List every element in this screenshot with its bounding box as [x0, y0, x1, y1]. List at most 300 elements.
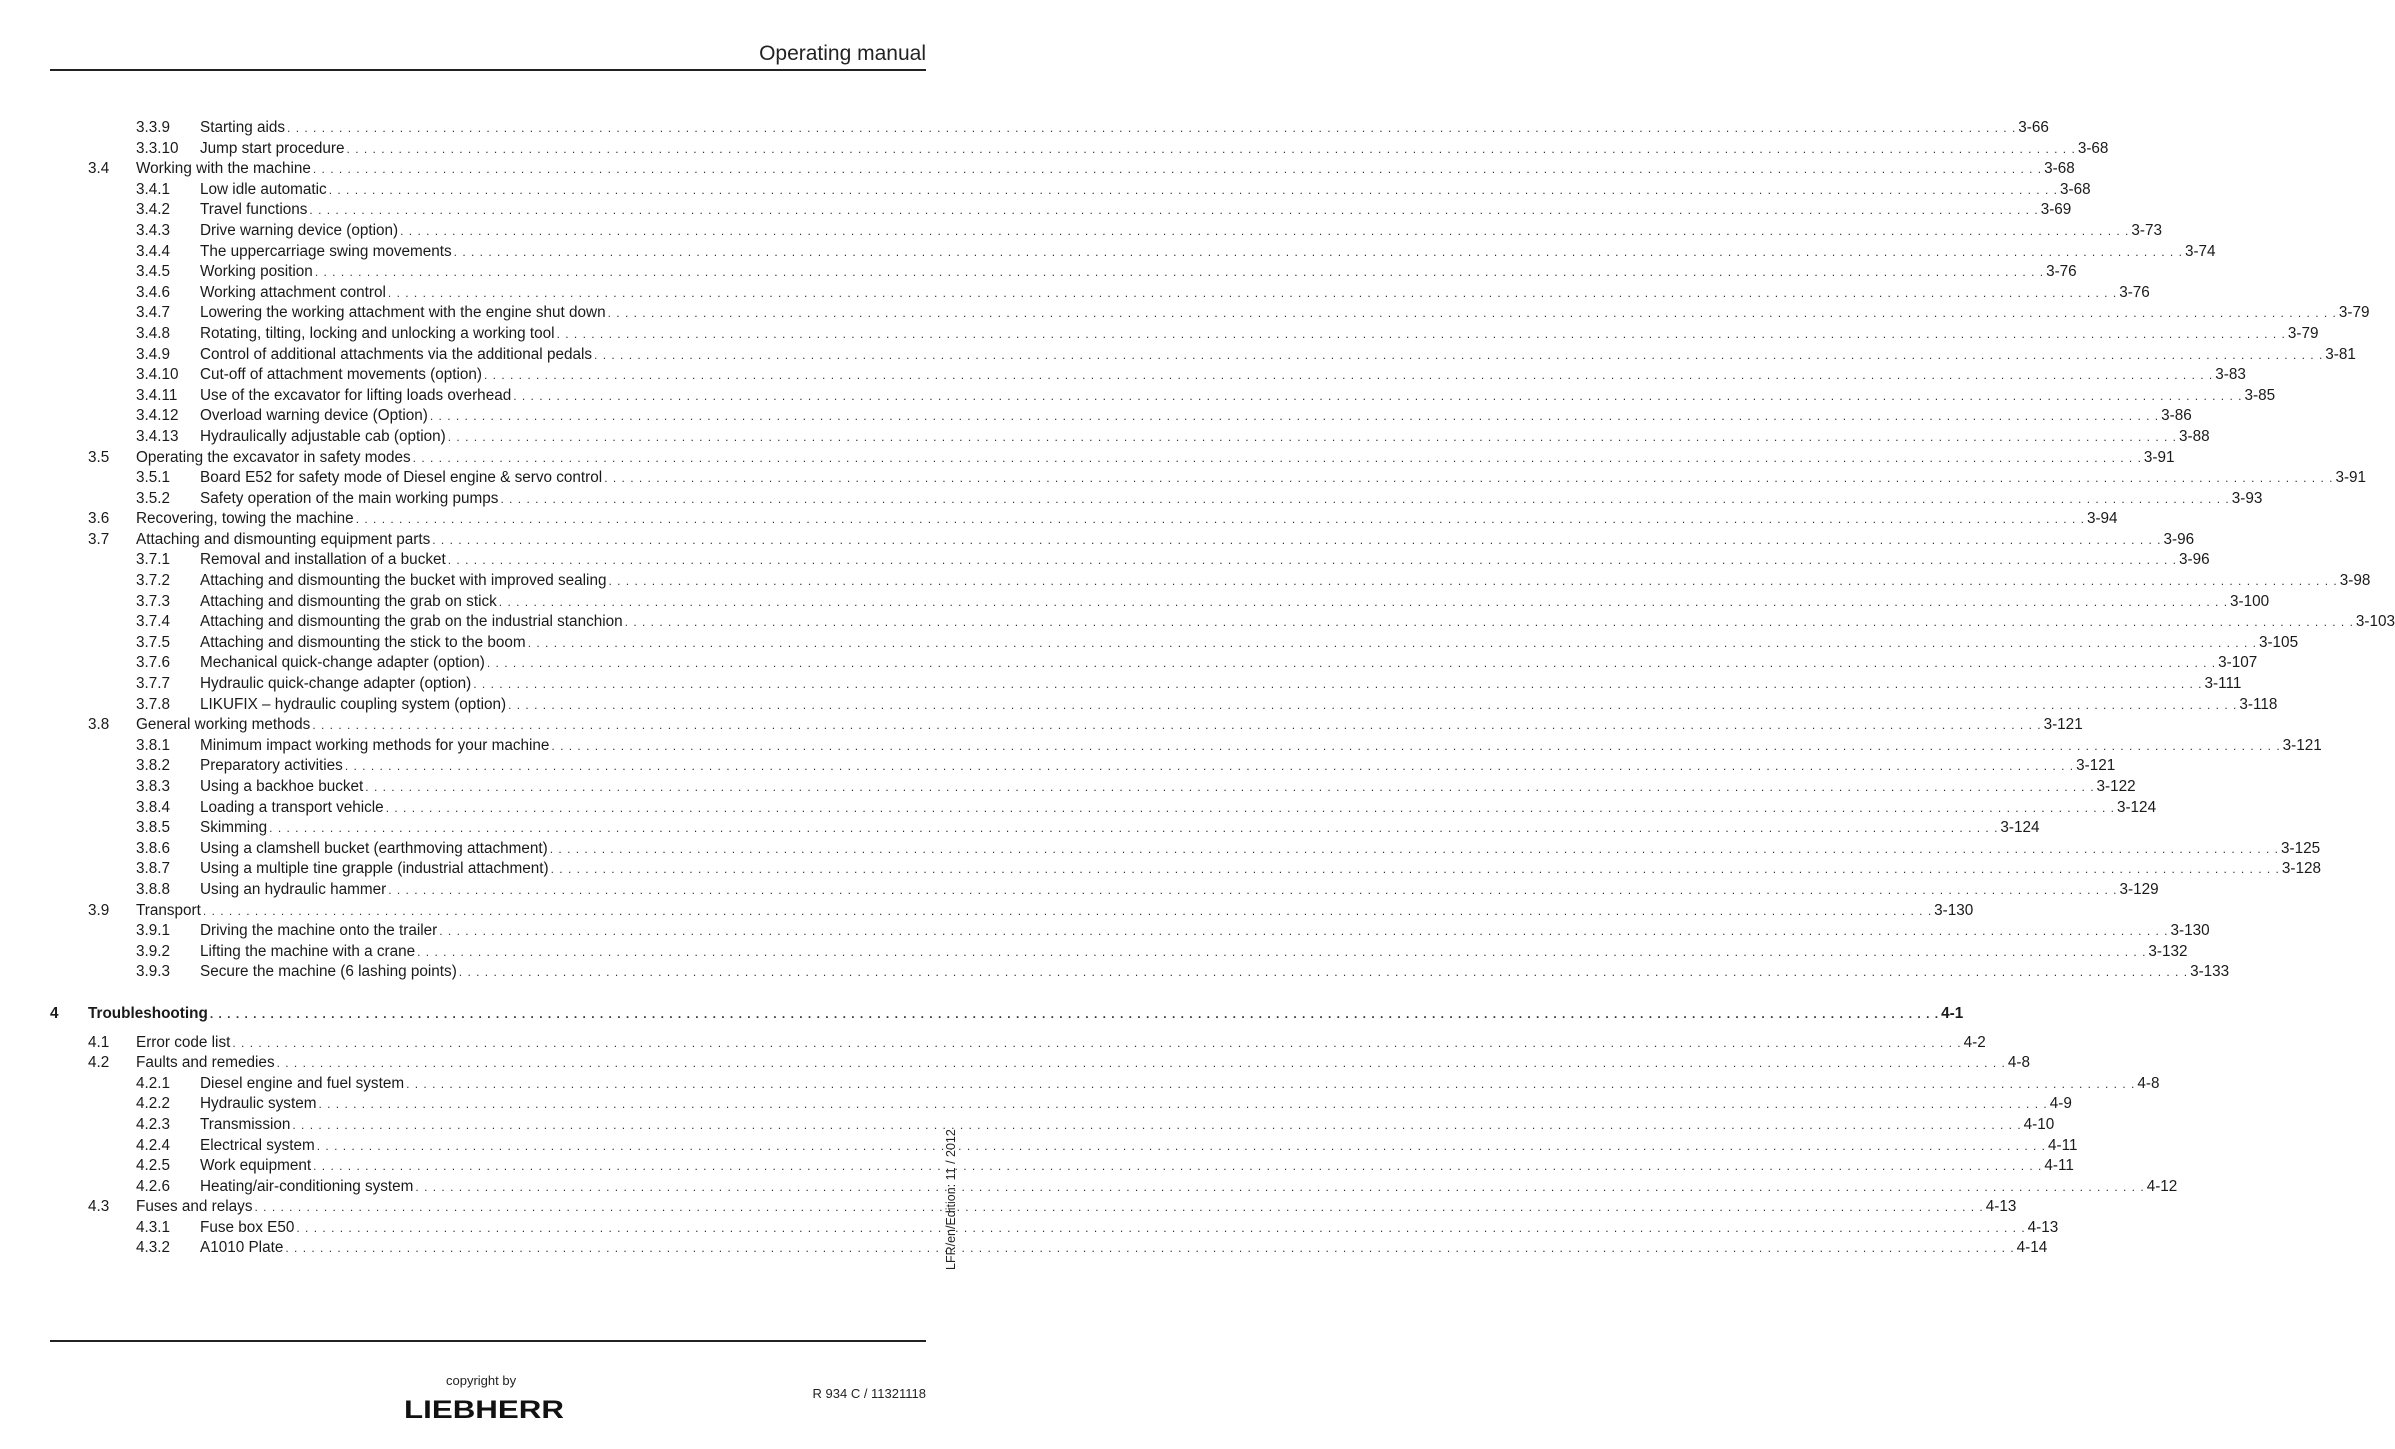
toc-entry-title: LIKUFIX – hydraulic coupling system (option) — [200, 695, 507, 713]
toc-entry-line — [136, 901, 1974, 922]
toc-dot-leader: . . . . . . . . . . . . . . . . . . . . . . . . . . . . . . . . . . . . . . . . . . . . . . . . . . . . . . . . . . . . . . . . . . . . . . . . . . . . . . . . . . . . . . . . . . . . . . . . . . . . . . . . . . . . . . . . . . . . . . . . . . . . . . . . . . . . . . . . . . . . . . . . . . . . . . . . . . . . . . . . . . . . . . . . . . . . . . . . . . . . . . . . . . . . . . . . . . . . . . . . — [498, 594, 2229, 609]
toc-entry-number: 4.2 — [88, 1054, 110, 1072]
toc-entry-page: 3-130 — [2170, 922, 2210, 940]
toc-entry-page: 3-121 — [2282, 736, 2322, 754]
toc-entry-line — [136, 1197, 2017, 1218]
toc-entry[interactable] — [0, 859, 2321, 880]
toc-entry[interactable] — [0, 324, 2319, 345]
toc-entry-page: 3-96 — [2179, 551, 2210, 569]
toc-entry-page: 3-66 — [2018, 119, 2049, 136]
toc-entry-number: 4.2.3 — [136, 1115, 171, 1133]
toc-entry-number: 3.7.8 — [136, 695, 171, 713]
toc-entry[interactable] — [0, 200, 2072, 221]
toc-entry-title: Preparatory activities — [200, 757, 343, 775]
toc-entry-page: 3-68 — [2077, 139, 2109, 157]
toc-entry[interactable] — [0, 448, 2175, 469]
toc-entry-page: 4-13 — [1985, 1198, 2017, 1216]
toc-entry-number: 3.9 — [88, 901, 110, 919]
toc-entry-line — [200, 756, 2116, 777]
toc-entry-number: 4.2.2 — [136, 1095, 171, 1113]
toc-entry-number: 4.2.4 — [136, 1136, 171, 1154]
toc-entry-page: 4-10 — [2023, 1115, 2055, 1133]
toc-entry-title: Driving the machine onto the trailer — [200, 922, 438, 940]
toc-entry-number: 3.7.2 — [136, 572, 171, 590]
toc-dot-leader: . . . . . . . . . . . . . . . . . . . . . . . . . . . . . . . . . . . . . . . . . . . . . . . . . . . . . . . . . . . . . . . . . . . . . . . . . . . . . . . . . . . . . . . . . . . . . . . . . . . . . . . . . . . . . . . . . . . . . . . . . . . . . . . . . . . . . . . . . . . . . . . . . . . . . . . . . . . . . . . . . . . . . . . . . . . . . . . . . . . . . . . . . . . . . . . . . . . . . . . . — [232, 1035, 1962, 1050]
toc-entry-number: 3.4.2 — [136, 201, 171, 219]
toc-dot-leader: . . . . . . . . . . . . . . . . . . . . . . . . . . . . . . . . . . . . . . . . . . . . . . . . . . . . . . . . . . . . . . . . . . . . . . . . . . . . . . . . . . . . . . . . . . . . . . . . . . . . . . . . . . . . . . . . . . . . . . . . . . . . . . . . . . . . . . . . . . . . . . . . . . . . . . . . . . . . . . . . . . . . . . . . . . . . . . . . . . . . . . . . . . . . . . . . . . . . . . . . — [312, 162, 2043, 177]
toc-entry-title: Removal and installation of a bucket — [200, 551, 446, 569]
toc-entry-title: Attaching and dismounting the grab on the industrial stanchion — [200, 613, 623, 631]
toc-entry-line — [200, 1094, 2072, 1115]
toc-entry-line — [200, 283, 2150, 304]
toc-entry-title: Use of the excavator for lifting loads overhead — [200, 386, 512, 404]
toc-dot-leader: . . . . . . . . . . . . . . . . . . . . . . . . . . . . . . . . . . . . . . . . . . . . . . . . . . . . . . . . . . . . . . . . . . . . . . . . . . . . . . . . . . . . . . . . . . . . . . . . . . . . . . . . . . . . . . . . . . . . . . . . . . . . . . . . . . . . . . . . . . . . . . . . . . . . . . . . . . . . . . . . . . . . . . . . . . . . . . . . . . . . . . . . . . . . . . . . . . . . . . . . — [316, 1138, 2047, 1153]
toc-dot-leader: . . . . . . . . . . . . . . . . . . . . . . . . . . . . . . . . . . . . . . . . . . . . . . . . . . . . . . . . . . . . . . . . . . . . . . . . . . . . . . . . . . . . . . . . . . . . . . . . . . . . . . . . . . . . . . . . . . . . . . . . . . . . . . . . . . . . . . . . . . . . . . . . . . . . . . . . . . . . . . . . . . . . . . . . . . . . . . . . . . . . . . . . . . . . . . . . . . . . . . . . — [486, 656, 2217, 671]
toc-entry-page: 3-105 — [2258, 633, 2299, 651]
toc-entry-number: 3.7.3 — [136, 592, 171, 610]
toc-entry-number: 3.4.12 — [136, 407, 179, 425]
toc-dot-leader: . . . . . . . . . . . . . . . . . . . . . . . . . . . . . . . . . . . . . . . . . . . . . . . . . . . . . . . . . . . . . . . . . . . . . . . . . . . . . . . . . . . . . . . . . . . . . . . . . . . . . . . . . . . . . . . . . . . . . . . . . . . . . . . . . . . . . . . . . . . . . . . . . . . . . . . . . . . . . . . . . . . . . . . . . . . . . . . . . . . . . . . . . . . . . . . . . . . . . . . . — [314, 265, 2045, 280]
toc-dot-leader: . . . . . . . . . . . . . . . . . . . . . . . . . . . . . . . . . . . . . . . . . . . . . . . . . . . . . . . . . . . . . . . . . . . . . . . . . . . . . . . . . . . . . . . . . . . . . . . . . . . . . . . . . . . . . . . . . . . . . . . . . . . . . . . . . . . . . . . . . . . . . . . . . . . . . . . . . . . . . . . . . . . . . . . . . . . . . . . . . . . . . . . . . . . . . . . . . . . . . . . . — [417, 944, 2147, 959]
header-divider — [50, 69, 926, 71]
toc-entry-number: 3.8.3 — [136, 778, 171, 795]
toc-entry-line — [200, 365, 2246, 386]
toc-entry-title: Low idle automatic — [200, 180, 327, 198]
toc-entry-line — [200, 406, 2192, 427]
toc-entry-page: 3-68 — [2059, 180, 2091, 198]
toc-dot-leader: . . . . . . . . . . . . . . . . . . . . . . . . . . . . . . . . . . . . . . . . . . . . . . . . . . . . . . . . . . . . . . . . . . . . . . . . . . . . . . . . . . . . . . . . . . . . . . . . . . . . . . . . . . . . . . . . . . . . . . . . . . . . . . . . . . . . . . . . . . . . . . . . . . . . . . . . . . . . . . . . . . . . . . . . . . . . . . . . . . . . . . . . . . . . . . . . . . . . . . . . — [355, 512, 2085, 527]
toc-entry-title: Using a backhoe bucket — [200, 778, 364, 795]
toc-entry-page: 3-125 — [2281, 839, 2321, 857]
toc-dot-leader: . . . . . . . . . . . . . . . . . . . . . . . . . . . . . . . . . . . . . . . . . . . . . . . . . . . . . . . . . . . . . . . . . . . . . . . . . . . . . . . . . . . . . . . . . . . . . . . . . . . . . . . . . . . . . . . . . . . . . . . . . . . . . . . . . . . . . . . . . . . . . . . . . . . . . . . . . . . . . . . . . . . . . . . . . . . . . . . . . . . . . . . . . . . . . . . . . . . . . . . . — [296, 1220, 2026, 1235]
toc-entry-page: 3-88 — [2179, 427, 2210, 445]
toc-entry-number: 3.8.2 — [136, 757, 171, 775]
toc-entry-title: Using a clamshell bucket (earthmoving attachment) — [200, 839, 548, 857]
toc-entry-line — [136, 530, 2195, 551]
toc-entry-line — [136, 509, 2118, 530]
toc-entry-title: Travel functions — [200, 201, 308, 219]
toc-entry[interactable] — [0, 1033, 1986, 1054]
toc-dot-leader: . . . . . . . . . . . . . . . . . . . . . . . . . . . . . . . . . . . . . . . . . . . . . . . . . . . . . . . . . . . . . . . . . . . . . . . . . . . . . . . . . . . . . . . . . . . . . . . . . . . . . . . . . . . . . . . . . . . . . . . . . . . . . . . . . . . . . . . . . . . . . . . . . . . . . . . . . . . . . . . . . . . . . . . . . . . . . . . . . . . . . . . . . . . . . . . . . . . . . . . . — [551, 738, 2281, 753]
toc-entry-number: 3.4.13 — [136, 427, 179, 445]
toc-entry[interactable] — [0, 695, 2278, 716]
toc-entry-title: Operating the excavator in safety modes — [136, 448, 411, 466]
toc-entry-page: 3-130 — [1934, 901, 1974, 919]
toc-entry-line — [200, 1177, 2178, 1198]
toc-entry[interactable] — [0, 653, 2258, 674]
toc-entry[interactable] — [0, 1177, 2178, 1198]
toc-dot-leader: . . . . . . . . . . . . . . . . . . . . . . . . . . . . . . . . . . . . . . . . . . . . . . . . . . . . . . . . . . . . . . . . . . . . . . . . . . . . . . . . . . . . . . . . . . . . . . . . . . . . . . . . . . . . . . . . . . . . . . . . . . . . . . . . . . . . . . . . . . . . . . . . . . . . . . . . . . . . . . . . . . . . . . . . . . . . . . . . . . . . . . . . . . . . . . . . . . . . . . . . — [328, 182, 2058, 197]
copyright-label: copyright by — [446, 1373, 517, 1388]
toc-entry[interactable] — [0, 386, 2276, 407]
toc-entry-number: 3.8.6 — [136, 839, 171, 857]
toc-entry-page: 3-98 — [2339, 572, 2371, 590]
toc-dot-leader: . . . . . . . . . . . . . . . . . . . . . . . . . . . . . . . . . . . . . . . . . . . . . . . . . . . . . . . . . . . . . . . . . . . . . . . . . . . . . . . . . . . . . . . . . . . . . . . . . . . . . . . . . . . . . . . . . . . . . . . . . . . . . . . . . . . . . . . . . . . . . . . . . . . . . . . . . . . . . . . . . . . . . . . . . . . . . . . . . . . . . . . . . . . . . . . . . . . . . . . . — [458, 965, 2189, 980]
toc-entry-number: 4.2.1 — [136, 1074, 171, 1092]
toc-entry-page: 4-12 — [2146, 1177, 2178, 1195]
toc-dot-leader: . . . . . . . . . . . . . . . . . . . . . . . . . . . . . . . . . . . . . . . . . . . . . . . . . . . . . . . . . . . . . . . . . . . . . . . . . . . . . . . . . . . . . . . . . . . . . . . . . . . . . . . . . . . . . . . . . . . . . . . . . . . . . . . . . . . . . . . . . . . . . . . . . . . . . . . . . . . . . . . . . . . . . . . . . . . . . . . . . . . . . . . . . . . . . . . . . . . . . . . . — [527, 635, 2257, 650]
toc-entry-page: 3-107 — [2218, 654, 2258, 672]
toc-entry-title: Lifting the machine with a crane — [200, 942, 416, 960]
toc-entry-line — [200, 859, 2321, 880]
toc-entry-title: Rotating, tilting, locking and unlocking a working tool — [200, 324, 555, 342]
toc-entry[interactable] — [0, 633, 2299, 654]
toc-entry-line — [136, 1053, 2030, 1074]
toc-entry-line — [200, 592, 2270, 613]
toc-entry-title: Electrical system — [200, 1136, 315, 1154]
toc-entry-number: 3.4.7 — [136, 304, 171, 322]
toc-entry-page: 4-8 — [2007, 1054, 2030, 1072]
toc-entry[interactable] — [0, 921, 2210, 942]
toc-entry-page: 3-111 — [2204, 675, 2242, 693]
toc-entry-line — [200, 777, 2136, 798]
toc-entry-number: 3.4.6 — [136, 283, 171, 301]
toc-dot-leader: . . . . . . . . . . . . . . . . . . . . . . . . . . . . . . . . . . . . . . . . . . . . . . . . . . . . . . . . . . . . . . . . . . . . . . . . . . . . . . . . . . . . . . . . . . . . . . . . . . . . . . . . . . . . . . . . . . . . . . . . . . . . . . . . . . . . . . . . . . . . . . . . . . . . . . . . . . . . . . . . . . . . . . . . . . . . . . . . . . . . . . . . . . . . . . . . . . . . . . . . — [276, 1056, 2006, 1071]
toc-entry-page: 3-91 — [2335, 469, 2367, 487]
toc-entry-line — [200, 1136, 2078, 1157]
toc-entry-title: Fuse box E50 — [200, 1218, 295, 1236]
toc-entry-title: Skimming — [200, 819, 268, 837]
toc-entry-number: 3.3.10 — [136, 139, 179, 157]
toc-entry[interactable] — [0, 798, 2157, 819]
toc-entry-line — [200, 1218, 2059, 1239]
toc-entry[interactable] — [0, 777, 2136, 798]
toc-dot-leader: . . . . . . . . . . . . . . . . . . . . . . . . . . . . . . . . . . . . . . . . . . . . . . . . . . . . . . . . . . . . . . . . . . . . . . . . . . . . . . . . . . . . . . . . . . . . . . . . . . . . . . . . . . . . . . . . . . . . . . . . . . . . . . . . . . . . . . . . . . . . . . . . . . . . . . . . . . . . . . . . . . . . . . . . . . . . . . . . . . . . . . . . . . . . . . . . . . . . . . . . — [508, 697, 2238, 712]
toc-entry-line — [200, 489, 2263, 510]
toc-entry-number: 3.7.4 — [136, 613, 171, 631]
toc-entry-title: Heating/air-conditioning system — [200, 1177, 414, 1195]
toc-entry[interactable] — [0, 427, 2210, 448]
toc-entry-page: 3-103 — [2355, 613, 2395, 631]
toc-dot-leader: . . . . . . . . . . . . . . . . . . . . . . . . . . . . . . . . . . . . . . . . . . . . . . . . . . . . . . . . . . . . . . . . . . . . . . . . . . . . . . . . . . . . . . . . . . . . . . . . . . . . . . . . . . . . . . . . . . . . . . . . . . . . . . . . . . . . . . . . . . . . . . . . . . . . . . . . . . . . . . . . . . . . . . . . . . . . . . . . . . . . . . . . . . . . . . . . . . . . . . . . — [312, 718, 2042, 733]
toc-dot-leader: . . . . . . . . . . . . . . . . . . . . . . . . . . . . . . . . . . . . . . . . . . . . . . . . . . . . . . . . . . . . . . . . . . . . . . . . . . . . . . . . . . . . . . . . . . . . . . . . . . . . . . . . . . . . . . . . . . . . . . . . . . . . . . . . . . . . . . . . . . . . . . . . . . . . . . . . . . . . . . . . . . . . . . . . . . . . . . . . . . . . . . . . . . . . . . . . . . . . . . . . — [447, 429, 2177, 444]
toc-dot-leader: . . . . . . . . . . . . . . . . . . . . . . . . . . . . . . . . . . . . . . . . . . . . . . . . . . . . . . . . . . . . . . . . . . . . . . . . . . . . . . . . . . . . . . . . . . . . . . . . . . . . . . . . . . . . . . . . . . . . . . . . . . . . . . . . . . . . . . . . . . . . . . . . . . . . . . . . . . . . . . . . . . . . . . . . . . . . . . . . . . . . . . . . . . . . . . . . . . . . . . . . — [608, 574, 2338, 589]
toc-dot-leader: . . . . . . . . . . . . . . . . . . . . . . . . . . . . . . . . . . . . . . . . . . . . . . . . . . . . . . . . . . . . . . . . . . . . . . . . . . . . . . . . . . . . . . . . . . . . . . . . . . . . . . . . . . . . . . . . . . . . . . . . . . . . . . . . . . . . . . . . . . . . . . . . . . . . . . . . . . . . . . . . . . . . . . . . . . . . . . . . . . . . . . . . . . . . . . . . . . . . . . . . — [254, 1200, 1984, 1215]
toc-entry-line — [200, 324, 2319, 345]
toc-entry[interactable] — [0, 1156, 2074, 1177]
toc-entry-title: Starting aids — [200, 119, 286, 136]
toc-dot-leader: . . . . . . . . . . . . . . . . . . . . . . . . . . . . . . . . . . . . . . . . . . . . . . . . . . . . . . . . . . . . . . . . . . . . . . . . . . . . . . . . . . . . . . . . . . . . . . . . . . . . . . . . . . . . . . . . . . . . . . . . . . . . . . . . . . . . . . . . . . . . . . . . . . . . . . . . . . . . . . . . . . . . . . . . . . . . . . . . . . . . . . . . . . . . . . . . . . . . . . . . — [385, 800, 2115, 815]
toc-entry[interactable] — [0, 571, 2371, 592]
toc-entry-title: Jump start procedure — [200, 139, 345, 157]
toc-entry-page: 3-79 — [2287, 324, 2319, 342]
toc-entry[interactable] — [0, 1053, 2030, 1074]
toc-entry-page: 3-94 — [2086, 510, 2118, 528]
toc-dot-leader: . . . . . . . . . . . . . . . . . . . . . . . . . . . . . . . . . . . . . . . . . . . . . . . . . . . . . . . . . . . . . . . . . . . . . . . . . . . . . . . . . . . . . . . . . . . . . . . . . . . . . . . . . . . . . . . . . . . . . . . . . . . . . . . . . . . . . . . . . . . . . . . . . . . . . . . . . . . . . . . . . . . . . . . . . . . . . . . . . . . . . . . . . . . . . . . . . . . . . . . . — [439, 924, 2169, 939]
toc-entry-title: Attaching and dismounting equipment parts — [136, 530, 431, 548]
toc-entry-number: 3.4.4 — [136, 242, 171, 260]
toc-entry[interactable] — [0, 736, 2322, 757]
toc-entry-title: Hydraulic system — [200, 1095, 317, 1113]
toc-dot-leader: . . . . . . . . . . . . . . . . . . . . . . . . . . . . . . . . . . . . . . . . . . . . . . . . . . . . . . . . . . . . . . . . . . . . . . . . . . . . . . . . . . . . . . . . . . . . . . . . . . . . . . . . . . . . . . . . . . . . . . . . . . . . . . . . . . . . . . . . . . . . . . . . . . . . . . . . . . . . . . . . . . . . . . . . . . . . . . . . . . . . . . . . . . . . . . . . . . . . . . . . — [415, 1179, 2145, 1194]
toc-entry[interactable] — [0, 139, 2109, 160]
toc-entry-title: Using a multiple tine grapple (industrial attachment) — [200, 860, 549, 878]
toc-entry-page: 3-76 — [2119, 283, 2150, 301]
toc-entry-number: 3.7.5 — [136, 633, 171, 651]
toc-entry-number: 3.5.1 — [136, 469, 171, 487]
toc-entry-line — [200, 468, 2367, 489]
toc-entry-title: Drive warning device (option) — [200, 221, 399, 239]
toc-entry-number: 3.4.8 — [136, 324, 171, 342]
toc-entry[interactable] — [0, 1074, 2160, 1095]
toc-entry-title: Mechanical quick-change adapter (option) — [200, 654, 485, 672]
toc-entry-page: 4-13 — [2027, 1218, 2059, 1236]
toc-entry-line — [200, 633, 2299, 654]
toc-entry[interactable] — [0, 283, 2150, 304]
toc-entry-number: 3.7 — [88, 530, 110, 548]
toc-dot-leader: . . . . . . . . . . . . . . . . . . . . . . . . . . . . . . . . . . . . . . . . . . . . . . . . . . . . . . . . . . . . . . . . . . . . . . . . . . . . . . . . . . . . . . . . . . . . . . . . . . . . . . . . . . . . . . . . . . . . . . . . . . . . . . . . . . . . . . . . . . . . . . . . . . . . . . . . . . . . . . . . . . . . . . . . . . . . . . . . . . . . . . . . . . . . . . . . . . . . . . . . — [473, 677, 2203, 692]
toc-dot-leader: . . . . . . . . . . . . . . . . . . . . . . . . . . . . . . . . . . . . . . . . . . . . . . . . . . . . . . . . . . . . . . . . . . . . . . . . . . . . . . . . . . . . . . . . . . . . . . . . . . . . . . . . . . . . . . . . . . . . . . . . . . . . . . . . . . . . . . . . . . . . . . . . . . . . . . . . . . . . . . . . . . . . . . . . . . . . . . . . . . . . . . . . . . . . . . . . . . . . . . . . — [269, 821, 1999, 836]
toc-entry-title: Troubleshooting — [88, 1004, 208, 1022]
toc-entry[interactable] — [0, 756, 2116, 777]
toc-entry-line — [200, 695, 2278, 716]
toc-entry-number: 3.4.1 — [136, 180, 171, 198]
toc-dot-leader: . . . . . . . . . . . . . . . . . . . . . . . . . . . . . . . . . . . . . . . . . . . . . . . . . . . . . . . . . . . . . . . . . . . . . . . . . . . . . . . . . . . . . . . . . . . . . . . . . . . . . . . . . . . . . . . . . . . . . . . . . . . . . . . . . . . . . . . . . . . . . . . . . . . . . . . . . . . . . . . . . . . . . . . . . . . . . . . . . . . . . . . . . . . . . . . . . . . . . . . . — [432, 532, 2162, 547]
toc-entry[interactable] — [0, 303, 2370, 324]
toc-dot-leader: . . . . . . . . . . . . . . . . . . . . . . . . . . . . . . . . . . . . . . . . . . . . . . . . . . . . . . . . . . . . . . . . . . . . . . . . . . . . . . . . . . . . . . . . . . . . . . . . . . . . . . . . . . . . . . . . . . . . . . . . . . . . . . . . . . . . . . . . . . . . . . . . . . . . . . . . . . . . . . . . . . . . . . . . . . . . . . . . . . . . . . . . . . . . . . . . . . . . . . . . — [388, 882, 2118, 897]
toc-dot-leader: . . . . . . . . . . . . . . . . . . . . . . . . . . . . . . . . . . . . . . . . . . . . . . . . . . . . . . . . . . . . . . . . . . . . . . . . . . . . . . . . . . . . . . . . . . . . . . . . . . . . . . . . . . . . . . . . . . . . . . . . . . . . . . . . . . . . . . . . . . . . . . . . . . . . . . . . . . . . . . . . . . . . . . . . . . . . . . . . . . . . . . . . . . . . . . . . . . . . . . . . — [202, 903, 1933, 918]
toc-entry-number: 4.3.2 — [136, 1239, 171, 1257]
toc-entry-number: 3.7.1 — [136, 551, 171, 569]
toc-entry[interactable] — [0, 612, 2395, 633]
toc-entry-number: 3.4.10 — [136, 366, 179, 384]
toc-entry[interactable] — [0, 406, 2192, 427]
toc-entry-title: Working position — [200, 263, 313, 281]
toc-entry[interactable] — [0, 715, 2083, 736]
toc-entry-line — [200, 139, 2109, 160]
toc-entry[interactable] — [0, 839, 2321, 860]
toc-entry[interactable] — [0, 468, 2367, 489]
toc-entry-number: 3.5.2 — [136, 489, 171, 507]
toc-entry-page: 3-121 — [2076, 757, 2116, 775]
toc-entry-title: Secure the machine (6 lashing points) — [200, 963, 457, 981]
toc-entry-title: Board E52 for safety mode of Diesel engine & servo control — [200, 469, 603, 487]
toc-entry[interactable] — [0, 530, 2195, 551]
toc-entry-page: 3-83 — [2215, 366, 2246, 384]
toc-entry-page: 4-11 — [2044, 1157, 2074, 1175]
toc-entry[interactable] — [0, 942, 2188, 963]
toc-entry-line — [200, 674, 2242, 695]
toc-entry[interactable] — [0, 550, 2210, 571]
toc-entry-line — [136, 448, 2175, 469]
toc-entry-title: General working methods — [136, 716, 311, 734]
toc-entry-title: Working attachment control — [200, 283, 386, 301]
toc-entry-page: 3-100 — [2230, 592, 2270, 610]
toc-entry-line — [200, 942, 2188, 963]
toc-entry-title: Transport — [136, 901, 201, 919]
logo-text: LIEBHERR — [404, 1396, 564, 1424]
toc-entry-line — [200, 200, 2072, 221]
toc-entry-line — [200, 736, 2322, 757]
toc-dot-leader: . . . . . . . . . . . . . . . . . . . . . . . . . . . . . . . . . . . . . . . . . . . . . . . . . . . . . . . . . . . . . . . . . . . . . . . . . . . . . . . . . . . . . . . . . . . . . . . . . . . . . . . . . . . . . . . . . . . . . . . . . . . . . . . . . . . . . . . . . . . . . . . . . . . . . . . . . . . . . . . . . . . . . . . . . . . . . . . . . . . . . . . . . . . . . . . . . . . . . . . . — [209, 1006, 1940, 1021]
toc-entry-number: 3.6 — [88, 510, 110, 528]
toc-entry[interactable] — [0, 880, 2159, 901]
toc-entry-number: 3.8.4 — [136, 798, 171, 816]
toc-entry-number: 3.8.5 — [136, 819, 171, 837]
toc-dot-leader: . . . . . . . . . . . . . . . . . . . . . . . . . . . . . . . . . . . . . . . . . . . . . . . . . . . . . . . . . . . . . . . . . . . . . . . . . . . . . . . . . . . . . . . . . . . . . . . . . . . . . . . . . . . . . . . . . . . . . . . . . . . . . . . . . . . . . . . . . . . . . . . . . . . . . . . . . . . . . . . . . . . . . . . . . . . . . . . . . . . . . . . . . . . . . . . . . . . . . . . . — [429, 409, 2160, 424]
toc-entry-line — [88, 1004, 1964, 1025]
toc-entry-number: 3.5 — [88, 448, 110, 466]
toc-entry-page: 3-121 — [2043, 716, 2083, 734]
toc-entry-number: 4.3.1 — [136, 1218, 171, 1236]
toc-entry[interactable] — [0, 592, 2270, 613]
toc-dot-leader: . . . . . . . . . . . . . . . . . . . . . . . . . . . . . . . . . . . . . . . . . . . . . . . . . . . . . . . . . . . . . . . . . . . . . . . . . . . . . . . . . . . . . . . . . . . . . . . . . . . . . . . . . . . . . . . . . . . . . . . . . . . . . . . . . . . . . . . . . . . . . . . . . . . . . . . . . . . . . . . . . . . . . . . . . . . . . . . . . . . . . . . . . . . . . . . . . . . . . . . . — [513, 388, 2243, 403]
toc-entry-title: Transmission — [200, 1115, 291, 1133]
toc-entry-number: 4.2.5 — [136, 1157, 171, 1175]
toc-entry[interactable] — [0, 962, 2230, 983]
toc-entry-line — [200, 1238, 2048, 1259]
toc-entry-page: 4-8 — [2137, 1074, 2160, 1092]
toc-entry-title: Minimum impact working methods for your machine — [200, 736, 550, 754]
toc-entry-title: Hydraulically adjustable cab (option) — [200, 427, 446, 445]
toc-entry-number: 3.7.7 — [136, 675, 171, 693]
toc-entry-title: Attaching and dismounting the grab on stick — [200, 592, 497, 610]
toc-entry-title: Fuses and relays — [136, 1198, 253, 1216]
toc-entry-page: 4-14 — [2016, 1239, 2048, 1257]
toc-entry-page: 3-128 — [2281, 860, 2321, 878]
toc-entry[interactable] — [0, 242, 2216, 263]
toc-entry-line — [200, 345, 2356, 366]
toc-entry-line — [200, 118, 2049, 139]
toc-entry-line — [200, 427, 2210, 448]
toc-dot-leader: . . . . . . . . . . . . . . . . . . . . . . . . . . . . . . . . . . . . . . . . . . . . . . . . . . . . . . . . . . . . . . . . . . . . . . . . . . . . . . . . . . . . . . . . . . . . . . . . . . . . . . . . . . . . . . . . . . . . . . . . . . . . . . . . . . . . . . . . . . . . . . . . . . . . . . . . . . . . . . . . . . . . . . . . . . . . . . . . . . . . . . . . . . . . . . . . . . . . . . . . — [318, 1097, 2048, 1112]
toc-dot-leader: . . . . . . . . . . . . . . . . . . . . . . . . . . . . . . . . . . . . . . . . . . . . . . . . . . . . . . . . . . . . . . . . . . . . . . . . . . . . . . . . . . . . . . . . . . . . . . . . . . . . . . . . . . . . . . . . . . . . . . . . . . . . . . . . . . . . . . . . . . . . . . . . . . . . . . . . . . . . . . . . . . . . . . . . . . . . . . . . . . . . . . . . . . . . . . . . . . . . . . . . — [550, 862, 2280, 877]
toc-entry[interactable] — [0, 1136, 2078, 1157]
toc-entry-page: 4-11 — [2048, 1136, 2078, 1154]
toc-entry-line — [200, 962, 2230, 983]
toc-entry[interactable] — [0, 365, 2246, 386]
toc-entry[interactable] — [0, 901, 1974, 922]
toc-entry[interactable] — [0, 1115, 2055, 1136]
toc-entry-page: 3-68 — [2044, 160, 2075, 178]
toc-entry-number: 3.4 — [88, 160, 110, 178]
toc-entry-title: Work equipment — [200, 1157, 312, 1175]
toc-entry[interactable] — [0, 1218, 2059, 1239]
toc-entry-number: 4.2.6 — [136, 1177, 171, 1195]
toc-entry-page: 3-124 — [2116, 798, 2157, 816]
toc-dot-leader: . . . . . . . . . . . . . . . . . . . . . . . . . . . . . . . . . . . . . . . . . . . . . . . . . . . . . . . . . . . . . . . . . . . . . . . . . . . . . . . . . . . . . . . . . . . . . . . . . . . . . . . . . . . . . . . . . . . . . . . . . . . . . . . . . . . . . . . . . . . . . . . . . . . . . . . . . . . . . . . . . . . . . . . . . . . . . . . . . . . . . . . . . . . . . . . . . . . . . . . . — [484, 368, 2214, 383]
toc-dot-leader: . . . . . . . . . . . . . . . . . . . . . . . . . . . . . . . . . . . . . . . . . . . . . . . . . . . . . . . . . . . . . . . . . . . . . . . . . . . . . . . . . . . . . . . . . . . . . . . . . . . . . . . . . . . . . . . . . . . . . . . . . . . . . . . . . . . . . . . . . . . . . . . . . . . . . . . . . . . . . . . . . . . . . . . . . . . . . . . . . . . . . . . . . . . . . . . . . . . . . . . . — [400, 223, 2130, 238]
chapter-spacer — [0, 983, 1024, 1004]
toc-entry[interactable] — [0, 262, 2077, 283]
toc-dot-leader: . . . . . . . . . . . . . . . . . . . . . . . . . . . . . . . . . . . . . . . . . . . . . . . . . . . . . . . . . . . . . . . . . . . . . . . . . . . . . . . . . . . . . . . . . . . . . . . . . . . . . . . . . . . . . . . . . . . . . . . . . . . . . . . . . . . . . . . . . . . . . . . . . . . . . . . . . . . . . . . . . . . . . . . . . . . . . . . . . . . . . . . . . . . . . . . . . . . . . . . . — [549, 841, 2280, 856]
toc-entry[interactable] — [0, 818, 2040, 839]
toc-entry-page: 3-69 — [2040, 201, 2072, 219]
toc-entry-line — [200, 1156, 2074, 1177]
edition-label: LFR/en/Edition: 11 / 2012 — [944, 1129, 958, 1270]
toc-entry-title: Control of additional attachments via the additional pedals — [200, 345, 593, 363]
toc-dot-leader: . . . . . . . . . . . . . . . . . . . . . . . . . . . . . . . . . . . . . . . . . . . . . . . . . . . . . . . . . . . . . . . . . . . . . . . . . . . . . . . . . . . . . . . . . . . . . . . . . . . . . . . . . . . . . . . . . . . . . . . . . . . . . . . . . . . . . . . . . . . . . . . . . . . . . . . . . . . . . . . . . . . . . . . . . . . . . . . . . . . . . . . . . . . . . . . . . . . . . . . . — [285, 1241, 2015, 1256]
toc-entry-page: 4-9 — [2049, 1095, 2072, 1113]
toc-dot-leader: . . . . . . . . . . . . . . . . . . . . . . . . . . . . . . . . . . . . . . . . . . . . . . . . . . . . . . . . . . . . . . . . . . . . . . . . . . . . . . . . . . . . . . . . . . . . . . . . . . . . . . . . . . . . . . . . . . . . . . . . . . . . . . . . . . . . . . . . . . . . . . . . . . . . . . . . . . . . . . . . . . . . . . . . . . . . . . . . . . . . . . . . . . . . . . . . . . . . . . . . — [313, 1159, 2043, 1174]
toc-entry-page: 3-129 — [2119, 880, 2159, 898]
toc-entry-line — [200, 798, 2157, 819]
toc-entry-title: Cut-off of attachment movements (option) — [200, 366, 482, 384]
toc-entry-number: 4.3 — [88, 1198, 110, 1216]
liebherr-logo — [403, 1396, 565, 1422]
table-of-contents — [0, 118, 2395, 1259]
toc-dot-leader: . . . . . . . . . . . . . . . . . . . . . . . . . . . . . . . . . . . . . . . . . . . . . . . . . . . . . . . . . . . . . . . . . . . . . . . . . . . . . . . . . . . . . . . . . . . . . . . . . . . . . . . . . . . . . . . . . . . . . . . . . . . . . . . . . . . . . . . . . . . . . . . . . . . . . . . . . . . . . . . . . . . . . . . . . . . . . . . . . . . . . . . . . . . . . . . . . . . . . . . . — [500, 491, 2230, 506]
toc-entry[interactable] — [0, 509, 2118, 530]
toc-dot-leader: . . . . . . . . . . . . . . . . . . . . . . . . . . . . . . . . . . . . . . . . . . . . . . . . . . . . . . . . . . . . . . . . . . . . . . . . . . . . . . . . . . . . . . . . . . . . . . . . . . . . . . . . . . . . . . . . . . . . . . . . . . . . . . . . . . . . . . . . . . . . . . . . . . . . . . . . . . . . . . . . . . . . . . . . . . . . . . . . . . . . . . . . . . . . . . . . . . . . . . . . — [292, 1117, 2022, 1132]
toc-dot-leader: . . . . . . . . . . . . . . . . . . . . . . . . . . . . . . . . . . . . . . . . . . . . . . . . . . . . . . . . . . . . . . . . . . . . . . . . . . . . . . . . . . . . . . . . . . . . . . . . . . . . . . . . . . . . . . . . . . . . . . . . . . . . . . . . . . . . . . . . . . . . . . . . . . . . . . . . . . . . . . . . . . . . . . . . . . . . . . . . . . . . . . . . . . . . . . . . . . . . . . . . — [287, 121, 2017, 135]
toc-entry[interactable] — [0, 1094, 2072, 1115]
toc-entry-number: 4 — [50, 1004, 59, 1022]
toc-entry-line — [200, 386, 2276, 407]
toc-entry-number: 3.8.7 — [136, 860, 171, 878]
toc-entry-number: 3.8 — [88, 716, 110, 734]
toc-entry-title: Attaching and dismounting the bucket with improved sealing — [200, 572, 607, 590]
toc-entry[interactable] — [0, 118, 2049, 139]
toc-dot-leader: . . . . . . . . . . . . . . . . . . . . . . . . . . . . . . . . . . . . . . . . . . . . . . . . . . . . . . . . . . . . . . . . . . . . . . . . . . . . . . . . . . . . . . . . . . . . . . . . . . . . . . . . . . . . . . . . . . . . . . . . . . . . . . . . . . . . . . . . . . . . . . . . . . . . . . . . . . . . . . . . . . . . . . . . . . . . . . . . . . . . . . . . . . . . . . . . . . . . . . . . — [604, 471, 2334, 486]
toc-entry-line — [200, 612, 2395, 633]
toc-entry-page: 3-118 — [2239, 695, 2278, 713]
toc-entry-line — [200, 839, 2321, 860]
toc-dot-leader: . . . . . . . . . . . . . . . . . . . . . . . . . . . . . . . . . . . . . . . . . . . . . . . . . . . . . . . . . . . . . . . . . . . . . . . . . . . . . . . . . . . . . . . . . . . . . . . . . . . . . . . . . . . . . . . . . . . . . . . . . . . . . . . . . . . . . . . . . . . . . . . . . . . . . . . . . . . . . . . . . . . . . . . . . . . . . . . . . . . . . . . . . . . . . . . . . . . . . . . . — [624, 615, 2354, 630]
toc-dot-leader: . . . . . . . . . . . . . . . . . . . . . . . . . . . . . . . . . . . . . . . . . . . . . . . . . . . . . . . . . . . . . . . . . . . . . . . . . . . . . . . . . . . . . . . . . . . . . . . . . . . . . . . . . . . . . . . . . . . . . . . . . . . . . . . . . . . . . . . . . . . . . . . . . . . . . . . . . . . . . . . . . . . . . . . . . . . . . . . . . . . . . . . . . . . . . . . . . . . . . . . . — [344, 759, 2075, 774]
toc-entry[interactable] — [0, 1197, 2017, 1218]
chapter-spacer — [0, 1025, 1024, 1033]
toc-entry-page: 4-1 — [1941, 1004, 1964, 1022]
toc-entry-number: 3.4.5 — [136, 263, 171, 281]
toc-dot-leader: . . . . . . . . . . . . . . . . . . . . . . . . . . . . . . . . . . . . . . . . . . . . . . . . . . . . . . . . . . . . . . . . . . . . . . . . . . . . . . . . . . . . . . . . . . . . . . . . . . . . . . . . . . . . . . . . . . . . . . . . . . . . . . . . . . . . . . . . . . . . . . . . . . . . . . . . . . . . . . . . . . . . . . . . . . . . . . . . . . . . . . . . . . . . . . . . . . . . . . . . — [412, 450, 2142, 465]
toc-entry-page: 3-86 — [2161, 407, 2192, 425]
toc-entry-number: 3.7.6 — [136, 654, 171, 672]
toc-entry[interactable] — [0, 221, 2162, 242]
toc-dot-leader: . . . . . . . . . . . . . . . . . . . . . . . . . . . . . . . . . . . . . . . . . . . . . . . . . . . . . . . . . . . . . . . . . . . . . . . . . . . . . . . . . . . . . . . . . . . . . . . . . . . . . . . . . . . . . . . . . . . . . . . . . . . . . . . . . . . . . . . . . . . . . . . . . . . . . . . . . . . . . . . . . . . . . . . . . . . . . . . . . . . . . . . . . . . . . . . . . . . . . . . . — [607, 306, 2337, 321]
toc-entry[interactable] — [0, 345, 2356, 366]
toc-entry-title: Lowering the working attachment with the engine shut down — [200, 304, 606, 322]
toc-entry-title: Error code list — [136, 1033, 231, 1051]
toc-entry-number: 3.9.3 — [136, 963, 171, 981]
toc-entry-page: 3-74 — [2184, 242, 2216, 260]
toc-chapter-entry[interactable] — [0, 1004, 1964, 1025]
toc-dot-leader: . . . . . . . . . . . . . . . . . . . . . . . . . . . . . . . . . . . . . . . . . . . . . . . . . . . . . . . . . . . . . . . . . . . . . . . . . . . . . . . . . . . . . . . . . . . . . . . . . . . . . . . . . . . . . . . . . . . . . . . . . . . . . . . . . . . . . . . . . . . . . . . . . . . . . . . . . . . . . . . . . . . . . . . . . . . . . . . . . . . . . . . . . . . . . . . . . . . . . . . . — [594, 347, 2324, 362]
toc-entry[interactable] — [0, 674, 2242, 695]
toc-entry-page: 3-79 — [2338, 304, 2370, 322]
toc-entry-line — [136, 1033, 1986, 1054]
toc-entry-title: Recovering, towing the machine — [136, 510, 354, 528]
toc-entry-page: 3-81 — [2325, 345, 2356, 363]
toc-entry-page: 3-93 — [2231, 489, 2263, 507]
toc-entry-number: 3.9.1 — [136, 922, 171, 940]
toc-entry-line — [200, 550, 2210, 571]
toc-entry-line — [200, 571, 2371, 592]
toc-entry-page: 3-132 — [2148, 942, 2188, 960]
toc-entry-line — [136, 715, 2083, 736]
toc-entry-line — [200, 303, 2370, 324]
toc-entry-number: 3.8.8 — [136, 880, 171, 898]
toc-dot-leader: . . . . . . . . . . . . . . . . . . . . . . . . . . . . . . . . . . . . . . . . . . . . . . . . . . . . . . . . . . . . . . . . . . . . . . . . . . . . . . . . . . . . . . . . . . . . . . . . . . . . . . . . . . . . . . . . . . . . . . . . . . . . . . . . . . . . . . . . . . . . . . . . . . . . . . . . . . . . . . . . . . . . . . . . . . . . . . . . . . . . . . . . . . . . . . . . . . . . . . . . — [406, 1076, 2136, 1091]
toc-entry-line — [200, 1074, 2160, 1095]
toc-entry-number: 3.4.11 — [136, 386, 178, 404]
toc-entry-line — [200, 818, 2040, 839]
toc-entry-number: 3.4.3 — [136, 221, 171, 239]
toc-entry[interactable] — [0, 159, 2075, 180]
toc-entry-title: A1010 Plate — [200, 1239, 284, 1257]
toc-entry[interactable] — [0, 180, 2091, 201]
toc-dot-leader: . . . . . . . . . . . . . . . . . . . . . . . . . . . . . . . . . . . . . . . . . . . . . . . . . . . . . . . . . . . . . . . . . . . . . . . . . . . . . . . . . . . . . . . . . . . . . . . . . . . . . . . . . . . . . . . . . . . . . . . . . . . . . . . . . . . . . . . . . . . . . . . . . . . . . . . . . . . . . . . . . . . . . . . . . . . . . . . . . . . . . . . . . . . . . . . . . . . . . . . . — [556, 326, 2286, 341]
toc-entry-line — [200, 242, 2216, 263]
toc-entry[interactable] — [0, 1238, 2048, 1259]
toc-entry-page: 3-76 — [2046, 263, 2077, 281]
toc-entry[interactable] — [0, 489, 2263, 510]
toc-entry-line — [136, 159, 2075, 180]
toc-entry-title: Hydraulic quick-change adapter (option) — [200, 675, 472, 693]
toc-dot-leader: . . . . . . . . . . . . . . . . . . . . . . . . . . . . . . . . . . . . . . . . . . . . . . . . . . . . . . . . . . . . . . . . . . . . . . . . . . . . . . . . . . . . . . . . . . . . . . . . . . . . . . . . . . . . . . . . . . . . . . . . . . . . . . . . . . . . . . . . . . . . . . . . . . . . . . . . . . . . . . . . . . . . . . . . . . . . . . . . . . . . . . . . . . . . . . . . . . . . . . . . — [447, 553, 2178, 568]
toc-entry-title: Diesel engine and fuel system — [200, 1074, 405, 1092]
toc-entry-title: Faults and remedies — [136, 1054, 275, 1072]
